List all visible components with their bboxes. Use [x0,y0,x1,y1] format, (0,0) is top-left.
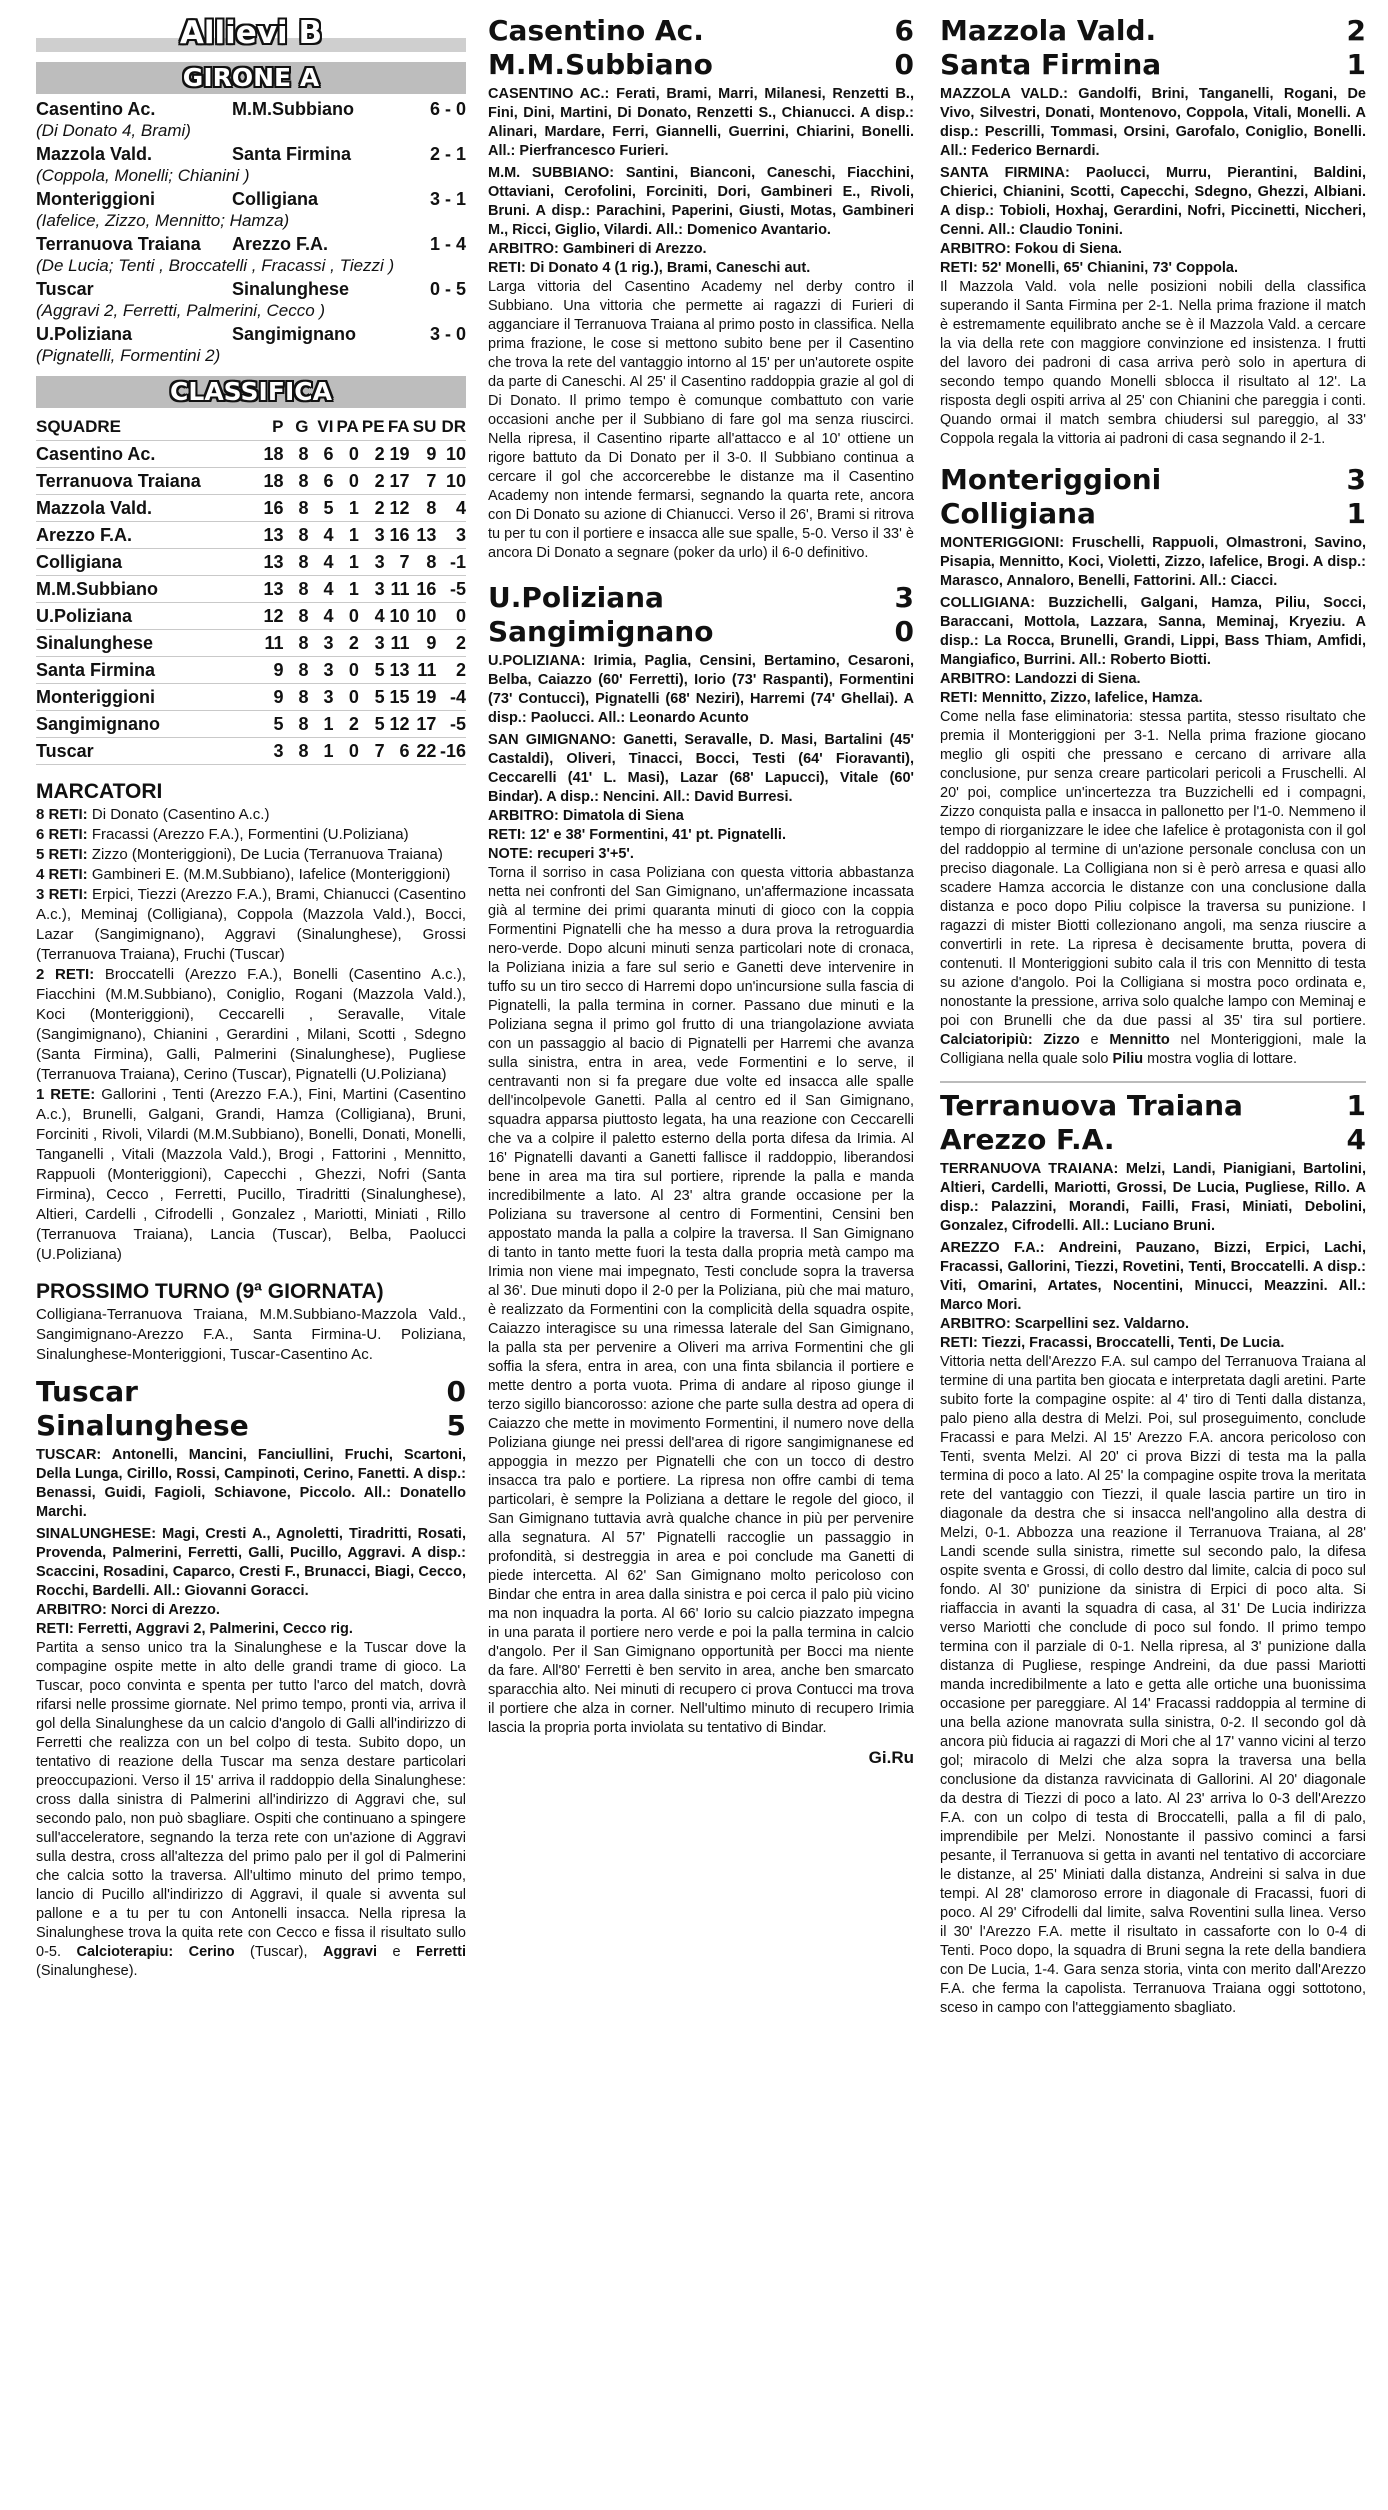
standings-cell: 5 [259,711,284,738]
lineup-home: TERRANUOVA TRAIANA: Melzi, Landi, Pianigiani, Bartolini, Altieri, Cardelli, Mariotti, Grossi, De Lucia, Pugliese, Rillo. A disp.: Palazzini, Morandi, Failli, Frasi, Miniati, Debolini, Gonzalez, Cifrodelli. All.: Luciano Bruni. [940,1161,1366,1234]
standings-cell: 3 [359,576,385,603]
standings-cell: 12 [259,603,284,630]
away-team: Arezzo F.A. [940,1123,1115,1156]
standings-cell: 9 [410,441,437,468]
referee: ARBITRO: Norci di Arezzo. [36,1602,220,1618]
home-goals: 3 [1346,463,1366,496]
prossimo-turno-text: Colligiana-Terranuova Traiana, M.M.Subbiano-Mazzola Vald., Sangimignano-Arezzo F.A., Santa Firmina-U. Poliziana, Sinalunghese-Monteriggioni, Tuscar-Casentino Ac. [36,1306,466,1363]
home-team: Casentino Ac. [36,99,156,119]
standings-row [36,603,466,630]
match-monteriggioni-colligiana [940,463,1366,1069]
away-team: M.M.Subbiano [232,99,354,119]
girone-title: GIRONE A [36,62,466,94]
home-goals: 3 [894,581,914,614]
lineup-away: AREZZO F.A.: Andreini, Pauzano, Bizzi, Erpici, Lachi, Fracassi, Gallorini, Tiezzi, Rovetini, Tenti, Broccatelli. A disp.: Viti, Omarini, Artates, Nocentini, Minucci, Meazzini. All.: Marco Mori. [940,1240,1366,1313]
score: 2 - 1 [429,144,466,164]
standings-cell: 9 [259,657,284,684]
score: 3 - 1 [429,189,466,209]
away-goals: 4 [1346,1123,1366,1156]
team-name: Colligiana [36,549,259,576]
home-goals: 2 [1346,14,1366,47]
scorers-group: 8 RETI: Di Donato (Casentino A.c.) [36,806,270,823]
team-name: Terranuova Traiana [36,468,259,495]
standings-cell: 1 [308,711,333,738]
standings-cell: 12 [385,495,410,522]
standings-cell: 18 [259,441,284,468]
lineup-away: COLLIGIANA: Buzzichelli, Galgani, Hamza, Piliu, Socci, Baraccani, Mottola, Lazzara, Sanna, Meminaj, Kryeziu. A disp.: La Rocca, Brunelli, Grandi, Lippi, Bass Thiam, Amfidi, Mangiafico, Burrini. All.: Roberto Biotti. [940,595,1366,668]
referee: ARBITRO: Scarpellini sez. Valdarno. [940,1316,1189,1332]
author-signature: Gi.Ru [868,1748,914,1767]
home-team: Tuscar [36,1375,138,1408]
standings-cell: 8 [284,603,309,630]
team-name: Santa Firmina [36,657,259,684]
score: 6 - 0 [429,99,466,119]
referee: ARBITRO: Landozzi di Siena. [940,671,1141,687]
standings-cell: 8 [284,711,309,738]
match-poliziana-sangimignano [488,581,914,1768]
standings-cell: 3 [359,522,385,549]
lineup-home: U.POLIZIANA: Irimia, Paglia, Censini, Bertamino, Cesaroni, Belba, Caiazzo (60' Ferretti), Iorio (73' Raspanti), Formentini (73' Contucci), Pignatelli (68' Neziri), Harremi (74' Ghellai). A disp.: Paolucci. All.: Leonardo Acunto [488,653,914,726]
home-team: Mazzola Vald. [36,144,153,164]
result-row [36,233,466,255]
standings-cell: 8 [284,684,309,711]
standings-cell: 2 [436,657,466,684]
team-name: Casentino Ac. [36,441,259,468]
match-tuscar-sinalunghese [36,1375,466,1981]
standings-cell: 8 [284,495,309,522]
standings-cell: 9 [410,630,437,657]
standings-cell: 8 [284,738,309,765]
standings-cell: 2 [333,711,358,738]
standings-cell: 13 [259,549,284,576]
away-team: Colligiana [940,497,1096,530]
standings-cell: 2 [436,630,466,657]
away-team: Sangimignano [232,324,357,344]
standings-cell: 5 [359,684,385,711]
standings-cell: 8 [410,495,437,522]
standings-cell: 0 [333,603,358,630]
home-team: U.Poliziana [488,581,664,614]
standings-cell: -5 [436,711,466,738]
standings-cell: 3 [359,549,385,576]
away-goals: 0 [894,48,914,81]
standings-cell: 16 [410,576,437,603]
match-mazzola-santafirmina [940,14,1366,449]
standings-header-cell: FA [385,414,410,441]
away-team: Santa Firmina [232,144,352,164]
standings-cell: 8 [284,657,309,684]
standings-cell: 3 [308,630,333,657]
match-report: Vittoria netta dell'Arezzo F.A. sul campo del Terranuova Traiana al termine di una partita ben giocata e interpretata dagli aretini. Parte subito forte la compagine ospite: al 4' tiro di Tenti dalla distanza, palo pieno alla destra di Melzi. Poi, sul proseguimento, conclude Fracassi e para Melzi. Al 15' Arezzo F.A. ancora pericoloso con Tenti, sventa Melzi. Al 20' ci prova Bizzi di testa ma la palla termina di poco a lato. Al 25' la compagine ospite trova la meritata rete del vantaggio con Tiezzi, il quale lascia partire un tiro in diagonale da destra che si insacca nell'angolino alla destra di Melzi, 0-1. Abbozza una reazione il Terranuova Traiana, al 28' Landi scende sulla sinistra, rimette sul secondo palo, la difesa ospite sventa e Grossi, di collo destro dal limite, calcia di poco sul fondo. Al 30' punizione da sinistra di Erpici di poco alta. Si riaffaccia in avanti la squadra di casa, al 31' De Lucia indirizza verso Mariotti che conclude di poco sul fondo. Il primo tempo termina con il parziale di 0-1. Nella ripresa, al 3' punizione dalla distanza di Pugliese, respinge Andreini, da due passi Mariotti manda incredibilmente a lato e getta alle ortiche una buonissima occasione per pareggiare. Al 14' Fracassi raddoppia al termine di una bella azione manovrata sulla sinistra, 0-2. Il secondo gol dà ancora più fiducia ai ragazzi di Mori che al 17' vanno vicini al terzo gol; miracolo di Melzi che alza sopra la traversa una bella conclusione da distanza ravvicinata di Gallorini. Al 20' diagonale da destra di Tiezzi di poco a lato. Al 23' arriva lo 0-3 dell'Arezzo F.A. con un colpo di testa di Broccatelli, palla a fil di palo, imprendibile per Melzi. Nonostante il passivo cominci a farsi pesante, il Terranuova si getta in avanti nel tentativo di accorciare le distanze, al 25' Miniati dalla distanza, Andreini si salva in due tempi. Al 28' clamoroso errore in diagonale di Fracassi, fuori di poco. Al 29' Cifrodelli dal limite, salva Roventini sulla linea. Verso il 30' l'Arezzo F.A. mette il risultato in cassaforte con lo 0-4 di Tenti. Poco dopo, la squadra di Bruni segna la rete della bandiera con De Lucia, 1-4. Gara senza storia, vinta con merito dall'Arezzo F.A. che ferma la capolista. Terranuova Traiana oggi sottotono, sceso in campo con l'atteggiamento sbagliato. [940,1354,1366,2016]
scorers-group: 4 RETI: Gambineri E. (M.M.Subbiano), Iafelice (Monteriggioni) [36,866,451,883]
result-scorers: (Pignatelli, Formentini 2) [36,346,221,365]
standings-header-cell: PE [359,414,385,441]
standings-cell: 4 [308,576,333,603]
team-name: Sinalunghese [36,630,259,657]
standings-cell: 4 [436,495,466,522]
standings-cell: 8 [284,468,309,495]
team-name: M.M.Subbiano [36,576,259,603]
standings-cell: 16 [259,495,284,522]
standings-row [36,522,466,549]
lineup-away: SANTA FIRMINA: Paolucci, Murru, Pierantini, Baldini, Chierici, Chianini, Scotti, Capecchi, Sdegno, Ghezzi, Albiani. A disp.: Tobioli, Hoxhaj, Gerardini, Nofri, Piccinetti, Niccheri, Cenni. All.: Claudio Tonini. [940,165,1366,238]
standings-cell: -5 [436,576,466,603]
goals-list: RETI: Di Donato 4 (1 rig.), Brami, Caneschi aut. [488,260,811,276]
standings-cell: 19 [410,684,437,711]
result-row [36,188,466,210]
standings-cell: 6 [308,468,333,495]
scorers-group: 5 RETI: Zizzo (Monteriggioni), De Lucia (Terranuova Traiana) [36,846,443,863]
standings-cell: 10 [436,468,466,495]
lineup-home: CASENTINO AC.: Ferati, Brami, Marri, Milanesi, Renzetti B., Fini, Dini, Martini, Di Donato, Renzetti S., Chianucci. A disp.: Alinari, Mardare, Ferri, Giannelli, Guerrini, Chiarini, Bonelli. All.: Pierfrancesco Furieri. [488,86,914,159]
standings-cell: 1 [333,576,358,603]
team-name: Mazzola Vald. [36,495,259,522]
standings-cell: 4 [308,603,333,630]
standings-cell: 9 [259,684,284,711]
standings-cell: 1 [333,522,358,549]
standings-cell: 17 [410,711,437,738]
standings-cell: 3 [308,657,333,684]
team-name: Arezzo F.A. [36,522,259,549]
match-casentino-subbiano [488,14,914,563]
standings-cell: 4 [308,522,333,549]
standings-row [36,657,466,684]
scorers-group: 1 RETE: Gallorini , Tenti (Arezzo F.A.), Fini, Martini (Casentino A.c.), Brunelli, Galgani, Grandi, Hamza (Colligiana), Bruni, Forciniti , Rivoli, Vilardi (M.M.Subbiano), Bonelli, Donati, Monelli, Tanganelli , Vitali (Mazzola Vald.), Brogi , Fattorini , Mennitto, Rappuoli (Monteriggioni), Capecchi , Ghezzi, Nofri (Santa Firmina), Cecco , Ferretti, Pucillo, Tiradritti (Sinalunghese), Altieri, Cardelli , Cifrodelli , Gonzalez , Mariotti, Miniati , Rillo (Terranuova Traiana), Lancia (Tuscar), Belba, Paolucci (U.Poliziana) [36,1086,466,1263]
standings-cell: 5 [359,711,385,738]
standings-cell: 7 [359,738,385,765]
away-team: Sangimignano [488,615,714,648]
match-report: Partita a senso unico tra la Sinalunghese e la Tuscar dove la compagine ospite mette in alto delle grandi trame di gioco. La Tuscar, poco convinta e spenta per tutto l'arco del match, dovrà rifarsi nelle prossime giornate. Nel primo tempo, pronti via, arriva il gol della Sinalunghese da un calcio d'angolo di Galli all'indirizzo di Ferretti che realizza con un bel colpo di testa. Subito dopo, un tentativo di reazione della Tuscar ma senza destare particolari preoccupazioni. Verso il 15' arriva il raddoppio della Sinalunghese: cross dalla sinistra di Palmerini all'indirizzo di Aggravi che, sul secondo palo, non può sbagliare. Ospiti che continuano a spingere sull'acceleratore, segnando la terza rete con un'azione di Aggravi sulla destra, cross all'altezza del primo palo per il gol di Palmerini che calcia sotto la traversa. All'ultimo minuto del primo tempo, lancio di Pucillo all'indirizzo di Aggravi, il quale si avventa sul pallone e a tu per tu con Antonelli insacca. Nella ripresa la Sinalunghese trova la quita rete con Cecco e fissa il risultato sullo 0-5. Calcioterapiu: Cerino (Tuscar), Aggravi e Ferretti (Sinalunghese). [36,1640,466,1979]
score: 1 - 4 [429,234,466,254]
standings-cell: 5 [359,657,385,684]
standings-row [36,549,466,576]
standings-row [36,468,466,495]
standings-cell: 8 [284,522,309,549]
match-terranuova-arezzo [940,1089,1366,2018]
away-team: Colligiana [232,189,319,209]
match-notes: NOTE: recuperi 3'+5'. [488,846,634,862]
standings-cell: 12 [385,711,410,738]
result-row [36,323,466,345]
standings-cell: 6 [308,441,333,468]
standings-row [36,495,466,522]
standings-row [36,684,466,711]
scorers-group: 3 RETI: Erpici, Tiezzi (Arezzo F.A.), Brami, Chianucci (Casentino A.c.), Meminaj (Colligiana), Coppola (Mazzola Vald.), Bocci, Lazar (Sangimignano), Aggravi (Sinalunghese), Grossi (Terranuova Traiana), Fruchi (Tuscar) [36,886,466,963]
away-goals: 0 [894,615,914,648]
lineup-away: SAN GIMIGNANO: Ganetti, Seravalle, D. Masi, Bartalini (45' Castaldi), Oliveri, Tinacci, Bocci, Testi (64' Fioravanti), Ceccarelli (41' L. Masi), Lazar (68' Lapucci), Vitale (60' Bindar). A disp.: Nencini. All.: David Burresi. [488,732,914,805]
standings-cell: 19 [385,441,410,468]
home-team: Terranuova Traiana [940,1089,1243,1122]
score: 3 - 0 [429,324,466,344]
scorers-group: 2 RETI: Broccatelli (Arezzo F.A.), Bonelli (Casentino A.c.), Fiacchini (M.M.Subbiano), Coniglio, Rogani (Mazzola Vald.), Koci (Monteriggioni), Ceccarelli , Seravalle, Vitale (Sangimignano), Chianini , Gerardini , Milani, Scotti , Sdegno (Santa Firmina), Galli, Palmerini (Sinalunghese), Pugliese (Terranuova Traiana), Cerino (Tuscar), Pignatelli (U.Poliziana) [36,966,466,1083]
away-team: Arezzo F.A. [232,234,329,254]
standings-header-cell: SU [410,414,437,441]
standings-cell: 8 [284,630,309,657]
match-report: Come nella fase eliminatoria: stessa partita, stesso risultato che premia il Monteriggioni per 3-1. Nella prima frazione giocano meglio gli ospiti che pressano e cercano di arrivare alla conclusione, pur senza creare particolari pericoli a Fruschelli. Al 20' poi, complice un'incertezza tra Buzzichelli ed i compagni, Zizzo conquista palla e insacca in pallonetto per l'1-0. Nemmeno il tempo di riorganizzare le idee che Iafelice è protagonista con il gol del raddoppio al termine di un'azione personale conclusa con un preciso diagonale. La Colligiana non si è però arresa e quasi allo scadere Hamza accorcia le distanze con una conclusione dalla distanza e poco dopo Piliu colpisce la traversa su punizione. I ragazzi di mister Biotti collezionano angoli, ma senza riuscire a convertirli in rete. La ripresa è decisamente brutta, povera di contenuti. Il Monteriggioni subito cala il tris con Mennitto di testa su azione d'angolo. Poi la Colligiana si mostra poco ordinata e, nonostante la pressione, arriva solo qualche lampo con Meminaj e poi con Brunelli che da due passi al 35' tira sul portiere. Calciatoripiù: Zizzo e Mennitto nel Monteriggioni, male la Colligiana nella quale solo Piliu mostra voglia di lottare. [940,709,1366,1067]
standings-row [36,576,466,603]
results-list [36,98,466,366]
standings-cell: 1 [333,549,358,576]
standings-row [36,630,466,657]
standings-cell: 1 [308,738,333,765]
standings-cell: 0 [436,603,466,630]
home-goals: 6 [894,14,914,47]
goals-list: RETI: 52' Monelli, 65' Chianini, 73' Coppola. [940,260,1238,276]
standings-cell: 3 [308,684,333,711]
goals-list: RETI: Tiezzi, Fracassi, Broccatelli, Tenti, De Lucia. [940,1335,1285,1351]
standings-cell: 0 [333,441,358,468]
prossimo-turno-title: PROSSIMO TURNO (9ª GIORNATA) [36,1280,384,1303]
result-row [36,98,466,120]
referee: ARBITRO: Dimatola di Siena [488,808,684,824]
goals-list: RETI: Mennitto, Zizzo, Iafelice, Hamza. [940,690,1203,706]
home-goals: 1 [1346,1089,1366,1122]
home-team: U.Poliziana [36,324,133,344]
away-team: Sinalunghese [36,1409,249,1442]
standings-cell: 0 [333,684,358,711]
standings-header-row [36,414,466,441]
lineup-away: M.M. SUBBIANO: Santini, Bianconi, Caneschi, Fiacchini, Ottaviani, Cerofolini, Forciniti, Dori, Gambineri E., Rivoli, Bruni. A disp.: Parachini, Paperini, Giusti, Motas, Gambineri M., Ricci, Giglio, Vilardi. All.: Domenico Avantario. [488,165,914,238]
standings-row [36,441,466,468]
result-scorers: (Coppola, Monelli; Chianini ) [36,166,250,185]
standings-cell: 13 [410,522,437,549]
standings-cell: 8 [284,576,309,603]
match-report: Torna il sorriso in casa Poliziana con questa vittoria abbastanza netta nei confronti del San Gimignano, un'affermazione incassata già al termine dei primi quaranta minuti di gioco con la coppia Formentini Pignatelli che ha messo a dura prova la retroguardia nero-verde. Dopo alcuni minuti senza particolari note di cronaca, la Poliziana inizia a fare sul serio e Ganetti deve intervenire in tuffo su un tiro secco di Harremi dopo un'incursione sulla fascia di Pignatelli, la palla termina in corner. Passano due minuti e la Poliziana segna il primo gol frutto di una triangolazione avviata con un passaggio al bacio di Pignatelli per Harremi che avanza sulla sinistra, entra in area, vede Formentini e lo serve, il centravanti non si fa pregare due volte ed insacca alle spalle dell'incolpevole Ganetti. Palla al centro ed il San Gimignano, squadra apparsa piuttosto legata, ha una reazione con Ceccarelli che va a colpire il paletto esterno della porta difesa da Irimia. Al 16' Pignatelli davanti a Ganetti fallisce il raddoppio, liberandosi bene in area ma tira sul portiere, riprende la palla e manda incredibilmente a lato. Al 23' altra grande occasione per la Poliziana su traversone al centro di Formentini, Censini ben appostato manda la palla a colpire la traversa. Il San Gimignano di tanto in tanto mette fuori la testa dalla propria metà campo ma Irimia non viene mai impegnato, Testi conclude sopra la traversa al 36'. Due minuti dopo il 2-0 per la Poliziana, più che mai maturo, è realizzato da Formentini con la complicità della squadra ospite, Caiazzo interagisce su una rimessa laterale del San Gimignano, la palla sta per pervenire a Oliveri ma arriva Formentini che gli soffia la sfera, entra in area, con una finta sbilancia il portiere e mette dentro a porta vuota. Prima di andare al riposo giunge il terzo sigillo biancorosso: azione che parte sulla destra ad opera di Caiazzo che mette in movimento Formentini, il numero nove della Poliziana giunge nei pressi dell'area di rigore sangimignanese ed appoggia in mezzo per Pignatelli che con un tocco di destro insacca tra palo e portiere. La ripresa non offre cambi di tema particolari, è sempre la Poliziana a dettare le regole del gioco, il San Gimignano tuttavia avrà qualche chance in più per pervenire alla segnatura. Al 57' Pignatelli raccoglie un passaggio in profondità, si destreggia in area e poi conclude ma Ganetti di piede intercetta. Al 62' San Gimignano molto pericoloso con Bindar che entra in area dalla sinistra e poi cerca il palo più vicino ma non inquadra la porta. Al 66' Iorio su calcio piazzato impegna in una parata il portiere nero verde e poi la palla termina in calcio d'angolo. Per il San Gimignano opportunità per Bocci ma niente da fare. All'80' Ferretti è ben servito in area, anche ben smarcato sparacchia alto. Nei minuti di recupero ci prova Contucci ma trova il portiere che alza in corner. Nell'ultimo minuto di recupero Irimia lascia la propria porta inviolata su tentativo di Bindar. [488,865,914,1736]
standings-cell: 2 [359,441,385,468]
result-scorers: (Aggravi 2, Ferretti, Palmerini, Cecco ) [36,301,326,320]
standings-cell: 11 [385,630,410,657]
standings-cell: -16 [436,738,466,765]
standings-cell: 4 [359,603,385,630]
separator [940,1081,1366,1083]
standings-cell: 8 [284,441,309,468]
standings-cell: -1 [436,549,466,576]
goals-list: RETI: Ferretti, Aggravi 2, Palmerini, Cecco rig. [36,1621,353,1637]
standings-row [36,738,466,765]
standings-cell: 5 [308,495,333,522]
standings-cell: 8 [284,549,309,576]
standings-cell: 16 [385,522,410,549]
home-goals: 0 [446,1375,466,1408]
result-row [36,143,466,165]
standings-cell: 11 [410,657,437,684]
away-team: Santa Firmina [940,48,1162,81]
home-team: Casentino Ac. [488,14,704,47]
result-scorers: (Di Donato 4, Brami) [36,121,191,140]
standings-table [36,414,466,765]
away-team: M.M.Subbiano [488,48,713,81]
standings-header-cell: G [284,414,309,441]
standings-cell: 4 [308,549,333,576]
team-name: Monteriggioni [36,684,259,711]
score: 0 - 5 [429,279,466,299]
standings-cell: 11 [385,576,410,603]
standings-cell: 8 [410,549,437,576]
team-name: Sangimignano [36,711,259,738]
standings-cell: 3 [436,522,466,549]
result-scorers: (De Lucia; Tenti , Broccatelli , Fracassi , Tiezzi ) [36,256,395,275]
classifica-title: CLASSIFICA [36,376,466,408]
lineup-home: TUSCAR: Antonelli, Mancini, Fanciullini, Fruchi, Scartoni, Della Lunga, Cirillo, Rossi, Campinoti, Cerino, Fanetti. A disp.: Benassi, Guidi, Fagioli, Schiavone, Piccolo. All.: Donatello Marchi. [36,1447,466,1520]
away-goals: 5 [446,1409,466,1442]
marcatori-title: MARCATORI [36,780,163,803]
standings-cell: 2 [359,468,385,495]
home-team: Monteriggioni [940,463,1162,496]
standings-cell: 15 [385,684,410,711]
match-report: Larga vittoria del Casentino Academy nel derby contro il Subbiano. Una vittoria che permette ai ragazzi di Furieri di agganciare il Terranuova Traiana al primo posto in classifica. Nella prima frazione, le cose si mettono subito bene per il Casentino che trova la rete del vantaggio intorno al 15' per un'autorete ospite da parte di Caneschi. Al 25' il Casentino raddoppia grazie al gol di Di Donato. Il primo tempo è comunque combattuto con varie occasioni anche per il Subbiano di fare gol ma senza riuscirci. Nella ripresa, il Casentino riparte all'attacco e al 10' ottiene un rigore battuto da Di Donato per il 3-0. Il Subbiano continua a cercare il gol che accorcerebbe le distanze ma il Casentino Academy non intende fermarsi, segnando la quarta rete, ancora con Di Donato su azione di Chianucci. Verso il 26', Brami si ritrova tu per tu con il portiere e insacca alle sue spalle, 5-0. Verso il 33' è ancora Di Donato a segnare (poker da urlo) il 6-0 definitivo. [488,279,914,561]
standings-cell: 3 [359,630,385,657]
standings-cell: 0 [333,657,358,684]
lineup-away: SINALUNGHESE: Magi, Cresti A., Agnoletti, Tiradritti, Rosati, Provenda, Palmerini, Ferretti, Galli, Pucillo, Aggravi. A disp.: Scaccini, Rosadini, Caparco, Cresti F., Brunacci, Biagi, Cecco, Rocchi, Bardelli. All.: Giovanni Goracci. [36,1526,466,1599]
goals-list: RETI: 12' e 38' Formentini, 41' pt. Pignatelli. [488,827,786,843]
standings-cell: 0 [333,738,358,765]
standings-cell: 0 [333,468,358,495]
scorers-group: 6 RETI: Fracassi (Arezzo F.A.), Formentini (U.Poliziana) [36,826,409,843]
home-team: Terranuova Traiana [36,234,201,254]
result-row [36,278,466,300]
home-team: Monteriggioni [36,189,155,209]
standings-cell: 10 [410,603,437,630]
away-goals: 1 [1346,48,1366,81]
standings-cell: 6 [385,738,410,765]
referee: ARBITRO: Gambineri di Arezzo. [488,241,707,257]
standings-cell: 7 [385,549,410,576]
home-team: Mazzola Vald. [940,14,1157,47]
column-middle [488,14,914,1768]
standings-header-cell: SQUADRE [36,414,259,441]
standings-cell: 13 [259,522,284,549]
standings-cell: 10 [385,603,410,630]
standings-cell: 13 [259,576,284,603]
standings-cell: 2 [359,495,385,522]
standings-row [36,711,466,738]
standings-cell: 10 [436,441,466,468]
standings-cell: 2 [333,630,358,657]
standings-cell: 1 [333,495,358,522]
standings-header-cell: PA [333,414,358,441]
referee: ARBITRO: Fokou di Siena. [940,241,1123,257]
lineup-home: MONTERIGGIONI: Fruschelli, Rappuoli, Olmastroni, Savino, Pisapia, Mennitto, Koci, Violetti, Zizzo, Iafelice, Brogi. A disp.: Marasco, Annaloro, Benelli, Fattorini. All.: Ciacci. [940,535,1366,589]
standings-cell: 18 [259,468,284,495]
home-team: Tuscar [36,279,94,299]
standings-cell: 17 [385,468,410,495]
away-goals: 1 [1346,497,1366,530]
column-right [940,14,1366,2018]
standings-cell: 22 [410,738,437,765]
scorers-list [36,805,466,1265]
team-name: U.Poliziana [36,603,259,630]
category-title: Allievi B [36,14,466,52]
standings-cell: -4 [436,684,466,711]
away-team: Sinalunghese [232,279,350,299]
standings-cell: 7 [410,468,437,495]
match-report: Il Mazzola Vald. vola nelle posizioni nobili della classifica superando il Santa Firmina per 2-1. Nella prima frazione il match è estremamente equilibrato anche se è il Mazzola Vald. a cercare la via della rete con maggiore convinzione ed insistenza. I frutti del lavoro dei padroni di casa arriva però solo in apertura di secondo tempo quando Monelli sblocca il risultato al 12'. La risposta degli ospiti arriva al 25' con Chianini che pareggia i conti. Quando ormai il match sembra chiudersi sul pareggio, al 33' Coppola regala la vittoria ai padroni di casa segnando il 2-1. [940,279,1366,447]
standings-header-cell: DR [436,414,466,441]
standings-cell: 13 [385,657,410,684]
standings-cell: 11 [259,630,284,657]
standings-cell: 3 [259,738,284,765]
standings-header-cell: VI [308,414,333,441]
standings-header-cell: P [259,414,284,441]
result-scorers: (Iafelice, Zizzo, Mennitto; Hamza) [36,211,290,230]
team-name: Tuscar [36,738,259,765]
column-left [36,14,466,1981]
lineup-home: MAZZOLA VALD.: Gandolfi, Brini, Tanganelli, Rogani, De Vivo, Silvestri, Donati, Montenovo, Coppola, Vitali, Monelli. A disp.: Pescrilli, Tommasi, Orsini, Garofalo, Coniglio, Bonelli. All.: Federico Bernardi. [940,86,1366,159]
